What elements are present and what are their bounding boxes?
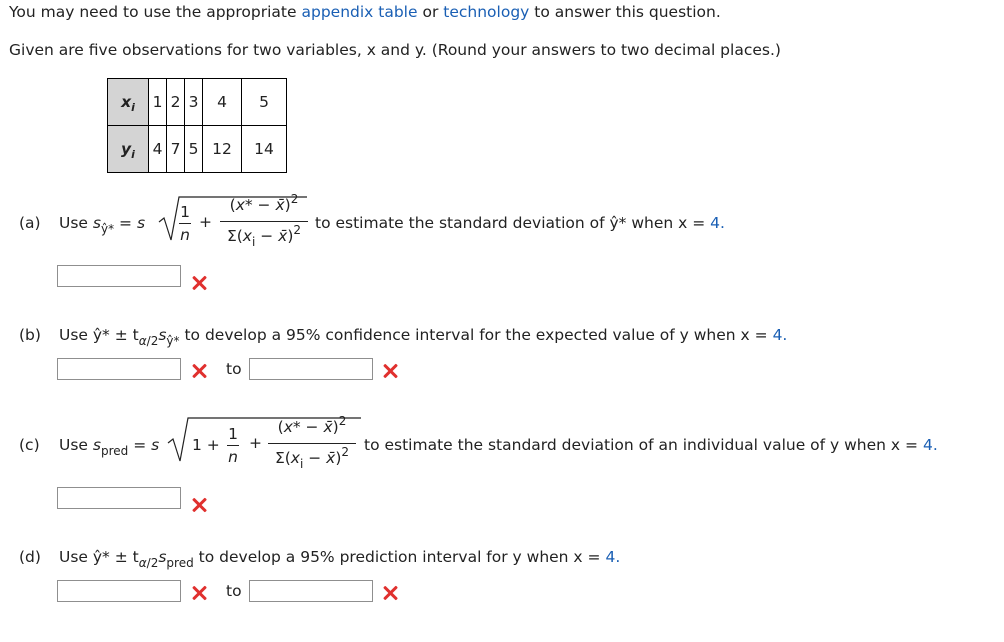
y-header: $y_i$ — [108, 126, 149, 173]
x-mark-icon — [191, 497, 207, 513]
part-b-label: (b) — [19, 326, 41, 344]
to-label: to — [226, 582, 242, 600]
x-header: $x_i$ — [108, 79, 149, 126]
y-cell: 7 — [167, 126, 185, 173]
x-cell: 1 — [149, 79, 167, 126]
question-statement: Given are five observations for two variables, x and y. (Round your answers to two decimal places.) — [9, 41, 781, 59]
part-c-answer-input[interactable] — [57, 487, 181, 509]
x-mark-icon — [382, 363, 398, 379]
part-b-formula: Use ŷ* ± $t_{\alpha/2}s_{ŷ*}$ to develop a 95% confidence interval for the expected value of y when x = 4. — [59, 326, 788, 348]
fraction-one-over-n: 1 — [180, 203, 190, 221]
part-a-answer-input[interactable] — [57, 265, 181, 287]
part-d-formula: Use ŷ* ± $t_{\alpha/2}s_{pred}$ to develop a 95% prediction interval for y when x = 4. — [59, 548, 621, 570]
instruction-text: You may need to use the appropriate — [9, 3, 297, 21]
part-a-formula-lead: Use $s_{ŷ*} = s$ — [59, 214, 146, 236]
appendix-table-link[interactable]: appendix table — [301, 3, 418, 21]
part-d-lower-input[interactable] — [57, 580, 181, 602]
y-cell: 4 — [149, 126, 167, 173]
part-d-label: (d) — [19, 548, 41, 566]
y-cell: 12 — [203, 126, 242, 173]
x-cell: 5 — [242, 79, 287, 126]
instruction-text-end: to answer this question. — [534, 3, 721, 21]
x-mark-icon — [191, 275, 207, 291]
part-c-tail: to estimate the standard deviation of an individual value of y when x = 4. — [364, 436, 938, 454]
x-mark-icon — [191, 585, 207, 601]
y-cell: 14 — [242, 126, 287, 173]
part-a-tail: to estimate the standard deviation of ŷ* when x = 4. — [315, 214, 725, 232]
y-row — [108, 126, 287, 173]
fraction-one-over-n: 1 — [228, 425, 238, 443]
x-row — [108, 79, 287, 126]
technology-link[interactable]: technology — [443, 3, 530, 21]
part-a-label: (a) — [19, 214, 41, 232]
data-table — [107, 78, 287, 173]
part-d-upper-input[interactable] — [249, 580, 373, 602]
instruction-text-or: or — [422, 3, 439, 21]
x-cell: 4 — [203, 79, 242, 126]
instruction-line — [9, 3, 721, 21]
y-cell: 5 — [185, 126, 203, 173]
fraction-deviation: (x* − x̄)$^2$ — [229, 192, 299, 214]
x-mark-icon — [382, 585, 398, 601]
x-cell: 3 — [185, 79, 203, 126]
x-cell: 2 — [167, 79, 185, 126]
part-c-label: (c) — [19, 436, 40, 454]
part-c-formula-lead: Use $s_{pred} = s$ — [59, 436, 160, 458]
x-mark-icon — [191, 363, 207, 379]
to-label: to — [226, 360, 242, 378]
part-b-lower-input[interactable] — [57, 358, 181, 380]
part-b-upper-input[interactable] — [249, 358, 373, 380]
fraction-deviation: (x* − x̄)$^2$ — [277, 414, 347, 436]
